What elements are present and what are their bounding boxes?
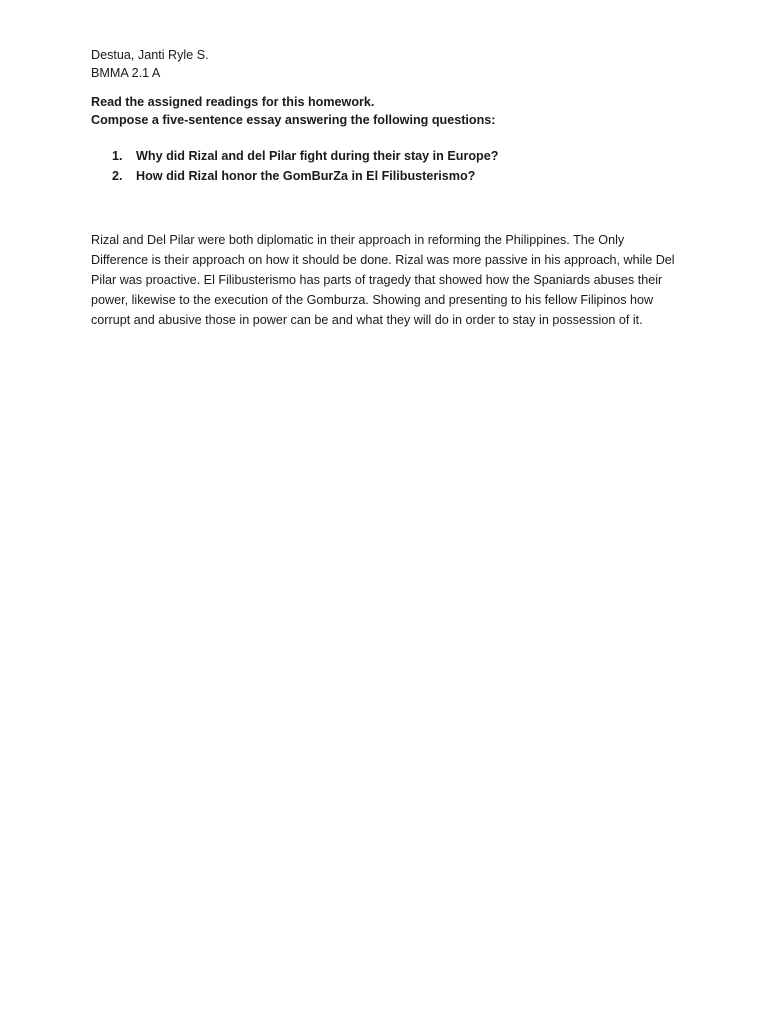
instruction-line-2: Compose a five-sentence essay answering the following questions: — [91, 113, 496, 127]
question-item — [112, 146, 498, 166]
question-number: 2. — [112, 169, 123, 183]
homework-instructions — [91, 93, 496, 129]
question-text: Why did Rizal and del Pilar fight during their stay in Europe? — [136, 149, 499, 163]
question-list — [112, 146, 498, 186]
question-number: 1. — [112, 149, 123, 163]
student-header — [91, 46, 209, 82]
question-text: How did Rizal honor the GomBurZa in El Filibusterismo? — [136, 169, 476, 183]
student-name: Destua, Janti Ryle S. — [91, 48, 209, 62]
essay-line: Pilar was proactive. El Filibusterismo has parts of tragedy that showed how the Spaniards abuses their — [91, 273, 663, 287]
essay-line: Rizal and Del Pilar were both diplomatic in their approach in reforming the Philippines. The Only — [91, 233, 625, 247]
essay-line: Difference is their approach on how it should be done. Rizal was more passive in his approach, while Del — [91, 253, 675, 267]
student-section: BMMA 2.1 A — [91, 66, 161, 80]
essay-line: corrupt and abusive those in power can be and what they will do in order to stay in possession of it. — [91, 313, 643, 327]
essay-paragraph — [91, 230, 691, 330]
essay-line: power, likewise to the execution of the Gomburza. Showing and presenting to his fellow Filipinos how — [91, 293, 654, 307]
instruction-line-1: Read the assigned readings for this homework. — [91, 95, 375, 109]
question-item — [112, 166, 498, 186]
